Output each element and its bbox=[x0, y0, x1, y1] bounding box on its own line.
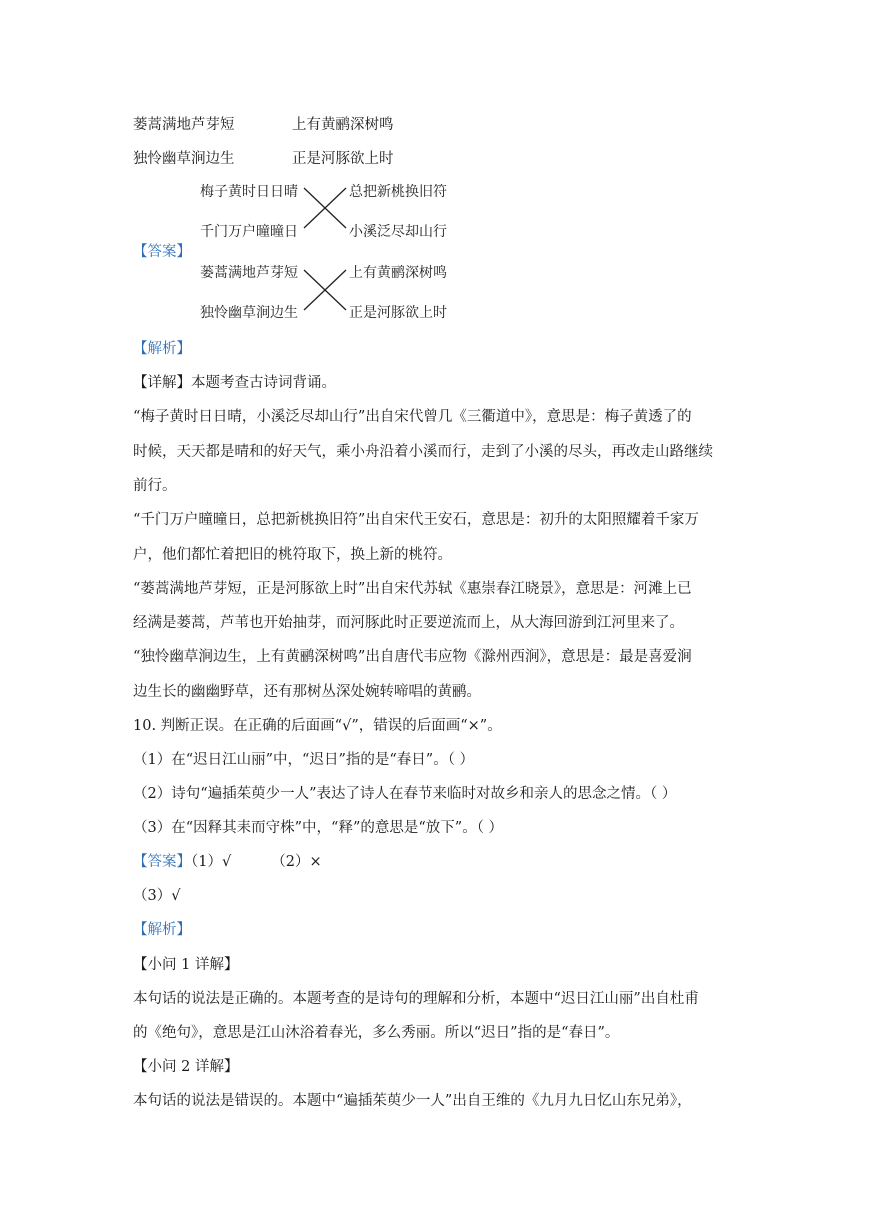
paragraph-line: 本句话的说法是错误的。本题中“遍插茱萸少一人”出自王维的《九月九日忆山东兄弟》， bbox=[133, 1093, 692, 1109]
paragraph-line: 经满是蒌蒿，芦苇也开始抽芽，而河豚此时正要逆流而上，从大海回游到江河里来了。 bbox=[133, 615, 684, 631]
question-item: （2）诗句“遍插茱萸少一人”表达了诗人在春节来临时对故乡和亲人的思念之情。（ ） bbox=[133, 786, 677, 802]
answer-label: 【答案】 bbox=[133, 244, 191, 260]
match-right: 总把新桃换旧符 bbox=[349, 184, 447, 200]
answer-value: （3）√ bbox=[133, 888, 181, 904]
paragraph-line: “蒌蒿满地芦芽短，正是河豚欲上时”出自宋代苏轼《惠崇春江晓景》，意思是：河滩上已 bbox=[133, 581, 692, 597]
analysis-label: 【解析】 bbox=[133, 341, 191, 357]
paragraph-line: 本句话的说法是正确的。本题考查的是诗句的理解和分析，本题中“迟日江山丽”出自杜甫 bbox=[133, 991, 699, 1007]
sub-question-label: 【小问 1 详解】 bbox=[133, 957, 239, 973]
paragraph-line: 前行。 bbox=[133, 478, 177, 494]
paragraph-line: 户，他们都忙着把旧的桃符取下，换上新的桃符。 bbox=[133, 547, 452, 563]
match-right: 正是河豚欲上时 bbox=[349, 305, 447, 321]
paragraph-line: “梅子黄时日日晴，小溪泛尽却山行”出自宋代曾几《三衢道中》，意思是：梅子黄透了的 bbox=[133, 409, 692, 425]
poem-line-right: 正是河豚欲上时 bbox=[292, 151, 394, 167]
match-cross-lines bbox=[302, 268, 348, 314]
poem-line-left: 蒌蒿满地芦芽短 bbox=[133, 117, 235, 133]
analysis-label: 【解析】 bbox=[133, 922, 191, 938]
match-cross-lines bbox=[302, 186, 348, 232]
match-left: 梅子黄时日日晴 bbox=[200, 184, 298, 200]
answer-value: （1）√ bbox=[191, 854, 232, 870]
answer-value: （2）× bbox=[271, 854, 322, 870]
match-left: 蒌蒿满地芦芽短 bbox=[200, 265, 298, 281]
match-right: 上有黄鹂深树鸣 bbox=[349, 265, 447, 281]
poem-line-left: 独怜幽草涧边生 bbox=[133, 151, 235, 167]
paragraph-line: “千门万户曈曈日，总把新桃换旧符”出自宋代王安石，意思是：初升的太阳照耀着千家万 bbox=[133, 512, 699, 528]
question-item: （3）在“因释其耒而守株”中，“释”的意思是“放下”。（ ） bbox=[133, 820, 504, 836]
answer-row bbox=[133, 852, 322, 872]
paragraph-line: “独怜幽草涧边生，上有黄鹂深树鸣”出自唐代韦应物《滁州西涧》，意思是：最是喜爱涧 bbox=[133, 649, 692, 665]
sub-question-label: 【小问 2 详解】 bbox=[133, 1059, 239, 1075]
answer-label: 【答案】 bbox=[133, 854, 191, 870]
poem-line-right: 上有黄鹂深树鸣 bbox=[292, 117, 394, 133]
paragraph-line: 边生长的幽幽野草，还有那树丛深处婉转啼唱的黄鹂。 bbox=[133, 684, 481, 700]
paragraph-line: 的《绝句》，意思是江山沐浴着春光，多么秀丽。所以“迟日”指的是“春日”。 bbox=[133, 1025, 620, 1041]
question-title: 10. 判断正误。在正确的后面画“√”，错误的后面画“×”。 bbox=[133, 718, 502, 734]
paragraph-line: 时候，天天都是晴和的好天气，乘小舟沿着小溪而行，走到了小溪的尽头，再改走山路继续 bbox=[133, 444, 713, 460]
detail-line: 【详解】本题考查古诗词背诵。 bbox=[133, 375, 336, 391]
question-item: （1）在“迟日江山丽”中，“迟日”指的是“春日”。（ ） bbox=[133, 752, 475, 768]
match-right: 小溪泛尽却山行 bbox=[349, 224, 447, 240]
match-left: 独怜幽草涧边生 bbox=[200, 305, 298, 321]
match-left: 千门万户曈曈日 bbox=[200, 224, 298, 240]
